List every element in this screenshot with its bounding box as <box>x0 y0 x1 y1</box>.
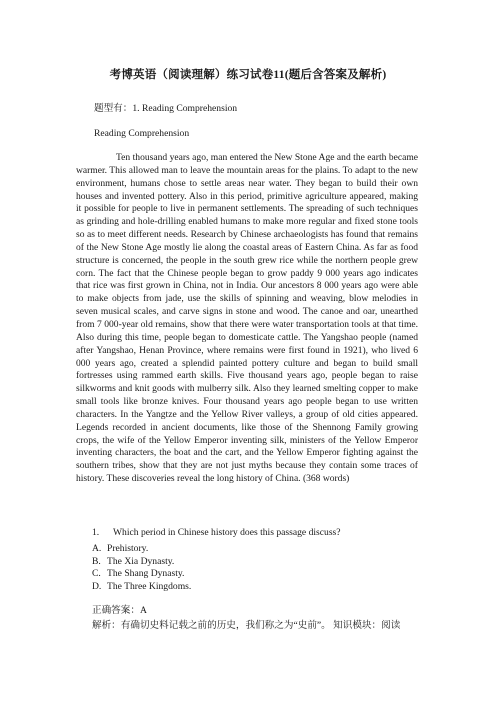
option-letter: A. <box>92 542 102 554</box>
option-text: The Shang Dynasty. <box>107 568 185 580</box>
question-number: 1. <box>92 527 100 538</box>
question-stem <box>92 527 422 540</box>
correct-answer: 正确答案：A <box>92 605 147 616</box>
option-letter: C. <box>92 568 101 580</box>
question-text: Which period in Chinese history does this passage discuss? <box>113 527 341 538</box>
option-a <box>92 543 422 556</box>
answer-analysis: 解析：有确切史料记载之前的历史，我们称之为“史前”。 知识模块：阅读 <box>92 620 401 631</box>
question-block <box>92 527 422 594</box>
option-c <box>92 568 422 581</box>
option-letter: D. <box>92 581 102 593</box>
reading-passage: Ten thousand years ago, man entered the New Stone Age and the earth became warmer. This allowed man to leave the mountain areas for the plains. To adapt to the new environment, humans chose to settle areas near water. They began to build their own houses and invented pottery. Also in this period, primitive agriculture appeared, making it possible for people to live in permanent settlements. The spreading of such techniques as grinding and hole-drilling enabled humans to make more regular and fixed stone tools so as to meet different needs. Research by Chinese archaeologists has found that remains of the New Stone Age mostly lie along the coastal areas of Eastern China. As far as food structure is concerned, the people in the south grew rice while the northern people grew corn. The fact that the Chinese people began to grow paddy 9 000 years ago indicates that rice was first grown in China, not in India. Our ancestors 8 000 years ago were able to make objects from jade, use the skills of spinning and weaving, blow melodies in seven musical scales, and carve signs in stone and wood. The canoe and oar, unearthed from 7 000-year old remains, show that there were water transportation tools at that time. Also during this time, people began to domesticate cattle. The Yangshao people (named after Yangshao, Henan Province, where remains were first found in 1921), who lived 6 000 years ago, created a splendid painted pottery culture and began to build small fortresses using rammed earth skills. Five thousand years ago, people began to raise silkworms and knit goods with mulberry silk. Also they learned smelting copper to make small tools like bronze knives. Four thousand years ago people began to use written characters. In the Yangtze and the Yellow River valleys, a group of old cities appeared. Legends recorded in ancient documents, like those of the Shennong Family growing crops, the wife of the Yellow Emperor inventing silk, ministers of the Yellow Emperor inventing characters, the boat and the cart, and the Yellow Emperor fighting against the southern tribes, show that they are not just myths because they contain some traces of history. These discoveries reveal the long history of China. (368 words) <box>76 152 418 485</box>
option-d <box>92 581 422 594</box>
option-text: Prehistory. <box>107 542 149 554</box>
option-b <box>92 556 422 569</box>
option-text: The Three Kingdoms. <box>107 581 192 593</box>
option-text: The Xia Dynasty. <box>107 555 175 567</box>
section-heading: Reading Comprehension <box>94 128 190 139</box>
question-type: 题型有：1. Reading Comprehension <box>94 103 238 114</box>
page-title: 考博英语（阅读理解）练习试卷11(题后含答案及解析) <box>109 69 387 81</box>
option-letter: B. <box>92 555 101 567</box>
